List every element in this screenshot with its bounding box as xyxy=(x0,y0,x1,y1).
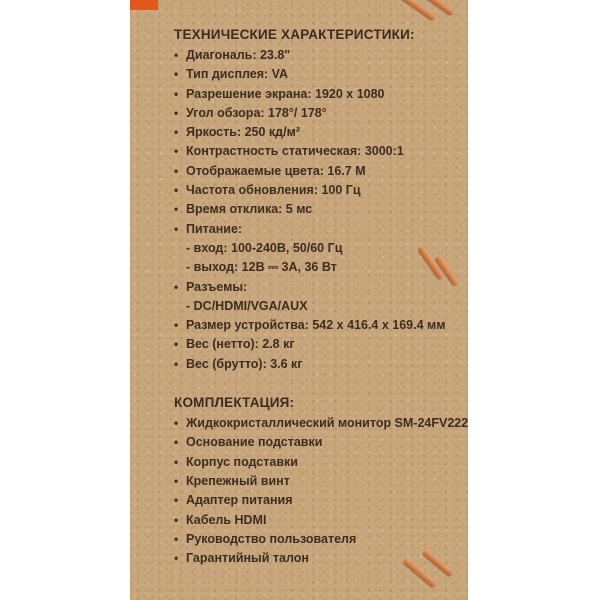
list-item: • Размер устройства: 542 x 416.4 x 169.4 мм xyxy=(174,318,446,333)
kit-list xyxy=(172,414,469,568)
list-item: • Контрастность статическая: 3000:1 xyxy=(174,144,404,159)
list-item: • Питание: xyxy=(174,221,243,236)
spec-text-block xyxy=(172,26,469,568)
list-item: • Адаптер питания xyxy=(174,493,293,508)
list-item: • Основание подставки xyxy=(174,435,323,450)
list-item: • Угол обзора: 178°/ 178° xyxy=(174,105,327,120)
list-item: • Тип дисплея: VA xyxy=(174,67,289,82)
list-item: • Диагональ: 23.8" xyxy=(174,48,291,62)
list-item: • Частота обновления: 100 Гц xyxy=(174,183,361,198)
list-item: • Вес (брутто): 3.6 кг xyxy=(174,356,303,371)
list-item: • Гарантийный талон xyxy=(174,551,309,566)
kit-heading: КОМПЛЕКТАЦИЯ: xyxy=(174,395,295,411)
list-item: • Кабель HDMI xyxy=(174,512,267,527)
list-item: • Руководство пользователя xyxy=(174,531,357,546)
specs-heading: ТЕХНИЧЕСКИЕ ХАРАКТЕРИСТИКИ: xyxy=(174,27,415,42)
list-item: • Яркость: 250 кд/м² xyxy=(174,125,300,140)
spec-list-tail xyxy=(172,316,462,374)
list-item: • Время отклика: 5 мс xyxy=(174,202,313,217)
spec-list-connectors xyxy=(172,278,462,297)
list-item: • Корпус подставки xyxy=(174,454,298,469)
power-output: - выход: 12В ⎓ 3А, 36 Вт xyxy=(186,260,337,275)
power-input: - вход: 100-240В, 50/60 Гц xyxy=(186,240,343,255)
list-item: • Разъемы: xyxy=(174,279,248,294)
connectors-value: - DC/HDMI/VGA/AUX xyxy=(186,298,308,313)
list-item: • Вес (нетто): 2.8 кг xyxy=(174,337,295,352)
list-item: • Жидкокристаллический монитор SM-24FV222 xyxy=(174,416,469,431)
list-item: • Отображаемые цвета: 16.7 М xyxy=(174,163,366,178)
list-item: • Крепежный винт xyxy=(174,473,290,488)
list-item: • Разрешение экрана: 1920 x 1080 xyxy=(174,86,385,101)
spec-list xyxy=(172,46,462,239)
orange-brand-strip xyxy=(130,0,158,10)
